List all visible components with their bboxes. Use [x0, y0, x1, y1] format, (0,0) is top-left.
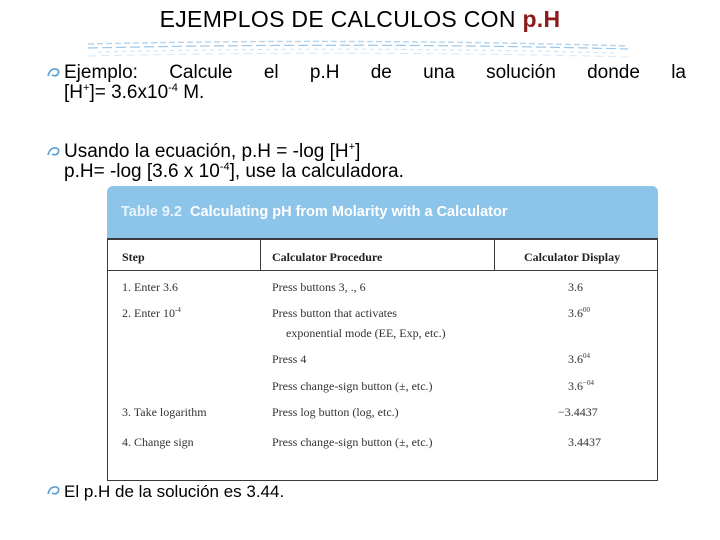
column-header-step: Step [122, 250, 145, 264]
table-caption-bar [107, 186, 658, 238]
calculator-table [107, 186, 658, 482]
column-header-procedure: Calculator Procedure [272, 250, 383, 264]
table-cell-step [122, 405, 207, 420]
column-divider [494, 240, 495, 270]
display-value: 3.6 [568, 352, 583, 366]
superscript: -4 [219, 161, 230, 173]
display-exponent: 00 [583, 306, 590, 314]
table-caption [121, 204, 507, 220]
bullet-equation-line1 [64, 142, 686, 162]
bullet-example-word: donde [587, 62, 640, 83]
decorative-swoosh-lines [88, 36, 628, 62]
conclusion-text: El p.H de la solución es 3.44. [64, 482, 285, 501]
equation-text: ], use la calculadora. [229, 161, 404, 182]
bullet-example-line1 [64, 63, 686, 83]
table-cell-display [558, 405, 598, 420]
bullet-equation [46, 142, 686, 182]
table-cell-display [568, 435, 601, 450]
table-cell-procedure: Press log button (log, etc.) [272, 405, 399, 419]
conclusion-bullet [46, 482, 284, 502]
table-cell-procedure: Press buttons 3, ., 6 [272, 280, 366, 294]
step-text: 4. Change sign [122, 435, 194, 449]
slide-title-main: EJEMPLOS DE CALCULOS CON [159, 6, 516, 32]
bullet-example-word: la [671, 62, 686, 83]
bullet-equation-line2 [64, 162, 686, 182]
display-value: 3.6 [568, 306, 583, 320]
concentration-text: ]= 3.6x10 [89, 82, 169, 103]
swirl-bullet-icon [46, 145, 62, 159]
bullet-example-word: el [263, 62, 279, 83]
concentration-unit: M. [177, 82, 205, 103]
display-value: −3.4437 [558, 405, 598, 419]
concentration-text: [H [64, 82, 83, 103]
superscript: + [348, 141, 356, 153]
table-cell-display [568, 280, 583, 295]
table-cell-display [568, 379, 594, 394]
display-exponent: 04 [583, 352, 590, 360]
table-cell-procedure: Press button that activates [272, 306, 397, 320]
bullet-example-word: una [423, 62, 455, 83]
bullet-example [46, 63, 686, 103]
equation-text: p.H= -log [3.6 x 10 [64, 161, 220, 182]
bullet-example-word: de [370, 62, 392, 83]
table-cell-procedure: exponential mode (EE, Exp, etc.) [286, 326, 446, 340]
slide-title [0, 6, 720, 33]
table-header-row [108, 240, 657, 271]
table-cell-procedure: Press change-sign button (±, etc.) [272, 435, 433, 449]
step-text: 3. Take logarithm [122, 405, 207, 419]
table-caption-text: Calculating pH from Molarity with a Calculator [190, 204, 508, 220]
bullet-example-word: Ejemplo: [64, 62, 138, 83]
table-number: Table 9.2 [121, 204, 182, 220]
table-cell-display [568, 352, 590, 367]
step-text: 1. Enter 3.6 [122, 280, 178, 294]
table-body [107, 238, 658, 481]
table-cell-display [568, 306, 590, 321]
swirl-bullet-icon [46, 66, 62, 80]
bullet-example-word: Calcule [169, 62, 233, 83]
bullet-example-word: solución [486, 62, 556, 83]
column-header-display: Calculator Display [524, 250, 621, 264]
slide-title-accent: p.H [522, 6, 561, 32]
display-value: 3.6 [568, 280, 583, 294]
superscript: + [83, 82, 90, 94]
table-cell-step [122, 280, 178, 295]
column-divider [260, 240, 261, 270]
display-value: 3.4437 [568, 435, 601, 449]
bullet-example-line2 [64, 83, 686, 103]
table-cell-step [122, 435, 194, 450]
equation-text: Usando la ecuación, p.H = -log [H [64, 141, 349, 162]
swirl-bullet-icon [46, 484, 62, 498]
display-exponent: −04 [583, 379, 594, 387]
table-cell-step [122, 306, 181, 321]
display-value: 3.6 [568, 379, 583, 393]
step-text: 2. Enter 10 [122, 306, 175, 320]
step-superscript: -4 [175, 306, 181, 314]
equation-text: ] [355, 141, 361, 162]
table-cell-procedure: Press change-sign button (±, etc.) [272, 379, 433, 393]
table-cell-procedure: Press 4 [272, 352, 307, 366]
bullet-example-word: p.H [309, 62, 340, 83]
superscript: -4 [168, 82, 178, 94]
